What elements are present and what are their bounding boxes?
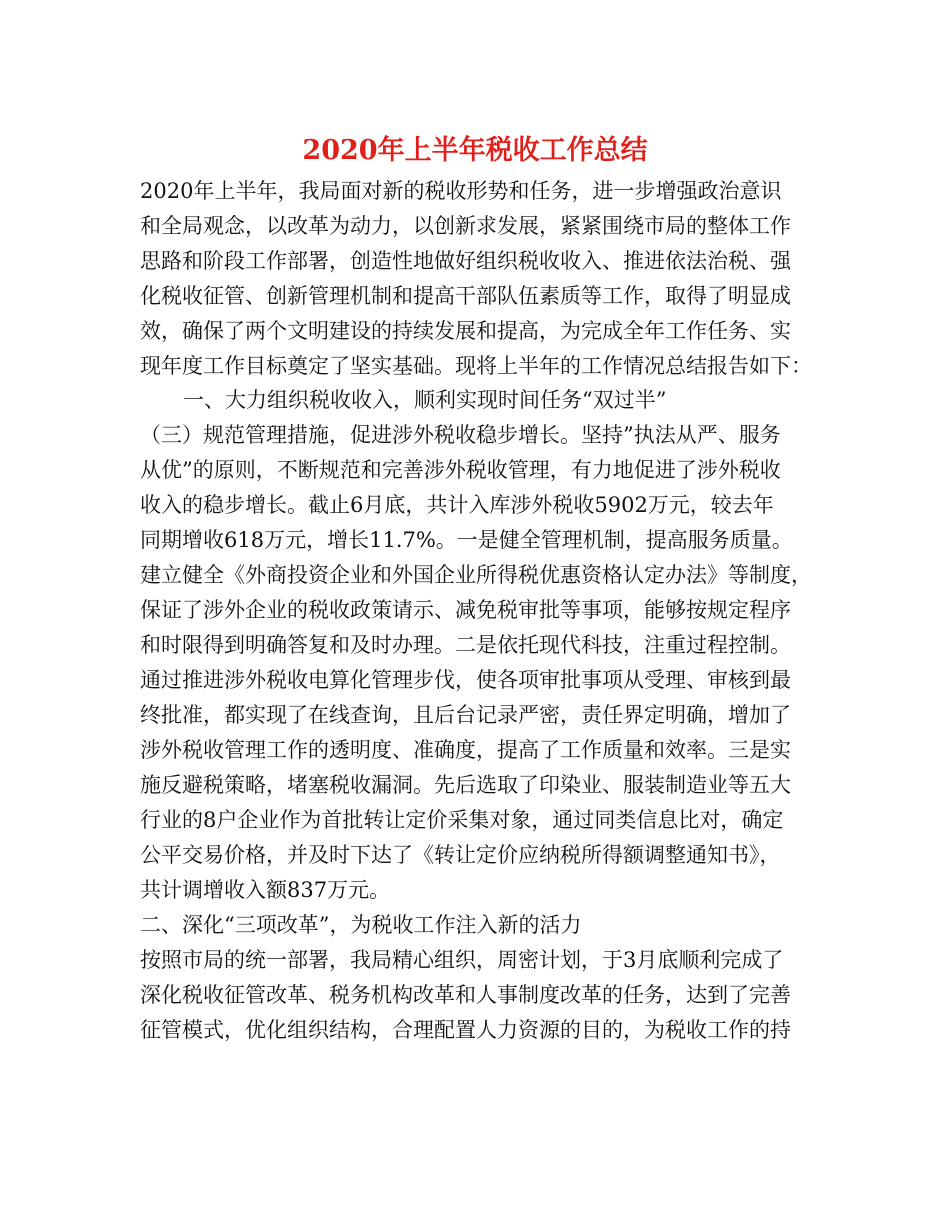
paragraph-line: 收入的稳步增长。截止6月底，共计入库涉外税收5902万元，较去年 (140, 493, 774, 517)
paragraph-line: 通过推进涉外税收电算化管理步伐，使各项审批事项从受理、审核到最 (140, 668, 791, 692)
section-heading-1: 一、大力组织税收收入，顺利实现时间任务“双过半” (183, 388, 667, 412)
paragraph-line: 行业的8户企业作为首批转让定价采集对象，通过同类信息比对，确定 (140, 808, 784, 832)
document-title: 2020年上半年税收工作总结 (302, 135, 648, 166)
paragraph-line: 施反避税策略，堵塞税收漏洞。先后选取了印染业、服装制造业等五大 (140, 773, 791, 797)
paragraph-line: 从优”的原则，不断规范和完善涉外税收管理，有力地促进了涉外税收 (140, 458, 781, 482)
paragraph-line: 公平交易价格，并及时下达了《转让定价应纳税所得额调整通知书》， (140, 843, 781, 867)
paragraph-line: 和全局观念，以改革为动力，以创新求发展，紧紧围绕市局的整体工作 (140, 214, 791, 238)
paragraph-line: 按照市局的统一部署，我局精心组织，周密计划，于3月底顺利完成了 (140, 948, 784, 972)
paragraph-line: 征管模式，优化组织结构，合理配置人力资源的目的，为税收工作的持 (140, 1018, 791, 1042)
paragraph-line: （三）规范管理措施，促进涉外税收稳步增长。坚持”执法从严、服务 (140, 423, 781, 447)
paragraph-line: 保证了涉外企业的税收政策请示、减免税审批等事项，能够按规定程序 (140, 598, 791, 622)
paragraph-line: 涉外税收管理工作的透明度、准确度，提高了工作质量和效率。三是实 (140, 738, 791, 762)
paragraph-line: 和时限得到明确答复和及时办理。二是依托现代科技，注重过程控制。 (140, 633, 791, 657)
paragraph-line: 终批准，都实现了在线查询，且后台记录严密，责任界定明确，增加了 (140, 703, 791, 727)
paragraph-line: 现年度工作目标奠定了坚实基础。现将上半年的工作情况总结报告如下： (140, 354, 812, 378)
paragraph-line: 深化税收征管改革、税务机构改革和人事制度改革的任务，达到了完善 (140, 983, 791, 1007)
paragraph-line: 化税收征管、创新管理机制和提高干部队伍素质等工作，取得了明显成 (140, 284, 791, 308)
paragraph-line: 共计调增收入额837万元。 (140, 878, 391, 902)
paragraph-line: 同期增收618万元，增长11.7%。一是健全管理机制，提高服务质量。 (140, 528, 793, 552)
section-heading-2: 二、深化“三项改革”，为税收工作注入新的活力 (140, 913, 582, 937)
paragraph-line: 效，确保了两个文明建设的持续发展和提高，为完成全年工作任务、实 (140, 319, 791, 343)
paragraph-line: 建立健全《外商投资企业和外国企业所得税优惠资格认定办法》等制度， (140, 563, 812, 587)
paragraph-line: 思路和阶段工作部署，创造性地做好组织税收收入、推进依法治税、强 (140, 249, 791, 273)
paragraph-line: 2020年上半年，我局面对新的税收形势和任务，进一步增强政治意识 (140, 179, 782, 203)
